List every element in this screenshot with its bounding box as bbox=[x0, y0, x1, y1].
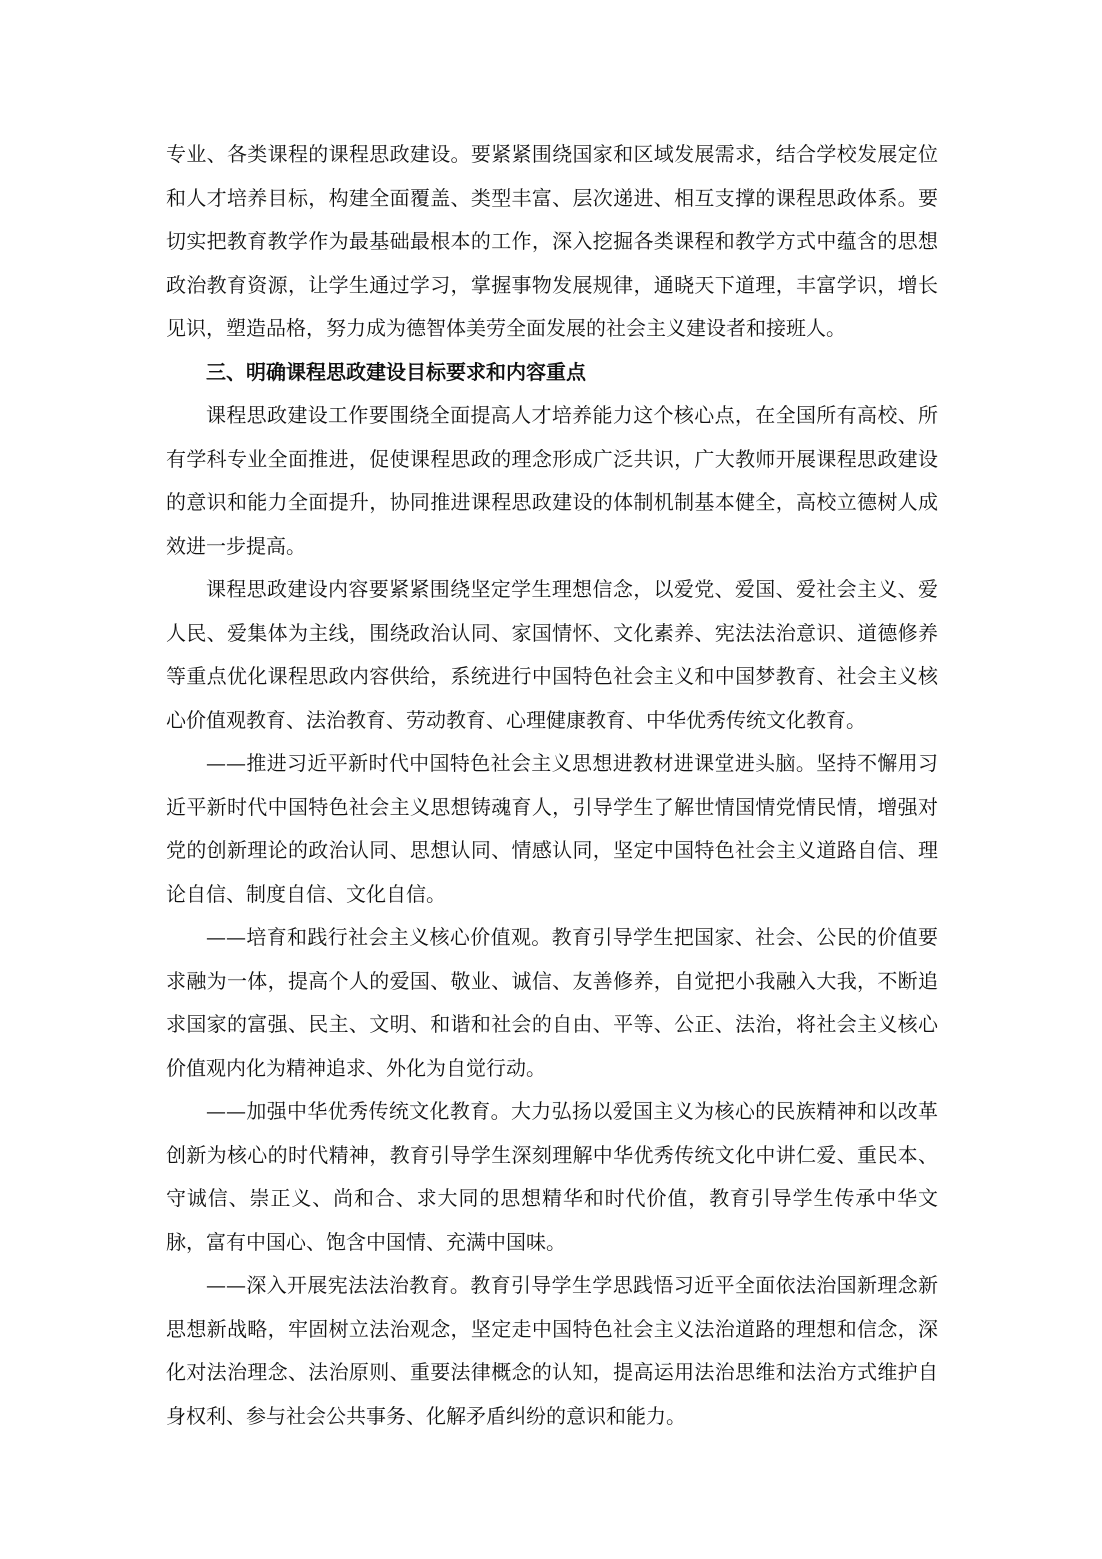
section-heading: 三、明确课程思政建设目标要求和内容重点 bbox=[206, 359, 586, 384]
body-paragraph: ——深入开展宪法法治教育。教育引导学生学思践悟习近平全面依法治国新理念新思想新战略，牢固树立法治观念，坚定走中国特色社会主义法治道路的理想和信念，深化对法治理念、法治原则、重要法律概念的认知，提高运用法治思维和法治方式维护自身权利、参与社会公共事务、化解矛盾纠纷的意识和能力。 bbox=[166, 1273, 938, 1428]
body-paragraph: 课程思政建设内容要紧紧围绕坚定学生理想信念，以爱党、爱国、爱社会主义、爱人民、爱集体为主线，围绕政治认同、家国情怀、文化素养、宪法法治意识、道德修养等重点优化课程思政内容供给，系统进行中国特色社会主义和中国梦教育、社会主义核心价值观教育、法治教育、劳动教育、心理健康教育、中华优秀传统文化教育。 bbox=[166, 577, 938, 732]
body-paragraph: ——推进习近平新时代中国特色社会主义思想进教材进课堂进头脑。坚持不懈用习近平新时代中国特色社会主义思想铸魂育人，引导学生了解世情国情党情民情，增强对党的创新理论的政治认同、思想认同、情感认同，坚定中国特色社会主义道路自信、理论自信、制度自信、文化自信。 bbox=[166, 751, 938, 906]
continuation-paragraph: 专业、各类课程的课程思政建设。要紧紧围绕国家和区域发展需求，结合学校发展定位和人才培养目标，构建全面覆盖、类型丰富、层次递进、相互支撑的课程思政体系。要切实把教育教学作为最基础最根本的工作，深入挖掘各类课程和教学方式中蕴含的思想政治教育资源，让学生通过学习，掌握事物发展规律，通晓天下道理，丰富学识，增长见识，塑造品格，努力成为德智体美劳全面发展的社会主义建设者和接班人。 bbox=[166, 142, 938, 340]
document-body bbox=[166, 133, 938, 1438]
body-paragraph: ——培育和践行社会主义核心价值观。教育引导学生把国家、社会、公民的价值要求融为一体，提高个人的爱国、敬业、诚信、友善修养，自觉把小我融入大我，不断追求国家的富强、民主、文明、和谐和社会的自由、平等、公正、法治，将社会主义核心价值观内化为精神追求、外化为自觉行动。 bbox=[166, 925, 938, 1080]
body-paragraph: ——加强中华优秀传统文化教育。大力弘扬以爱国主义为核心的民族精神和以改革创新为核心的时代精神，教育引导学生深刻理解中华优秀传统文化中讲仁爱、重民本、守诚信、崇正义、尚和合、求大同的思想精华和时代价值，教育引导学生传承中华文脉，富有中国心、饱含中国情、充满中国味。 bbox=[166, 1099, 938, 1254]
body-paragraph: 课程思政建设工作要围绕全面提高人才培养能力这个核心点，在全国所有高校、所有学科专业全面推进，促使课程思政的理念形成广泛共识，广大教师开展课程思政建设的意识和能力全面提升，协同推进课程思政建设的体制机制基本健全，高校立德树人成效进一步提高。 bbox=[166, 403, 938, 558]
